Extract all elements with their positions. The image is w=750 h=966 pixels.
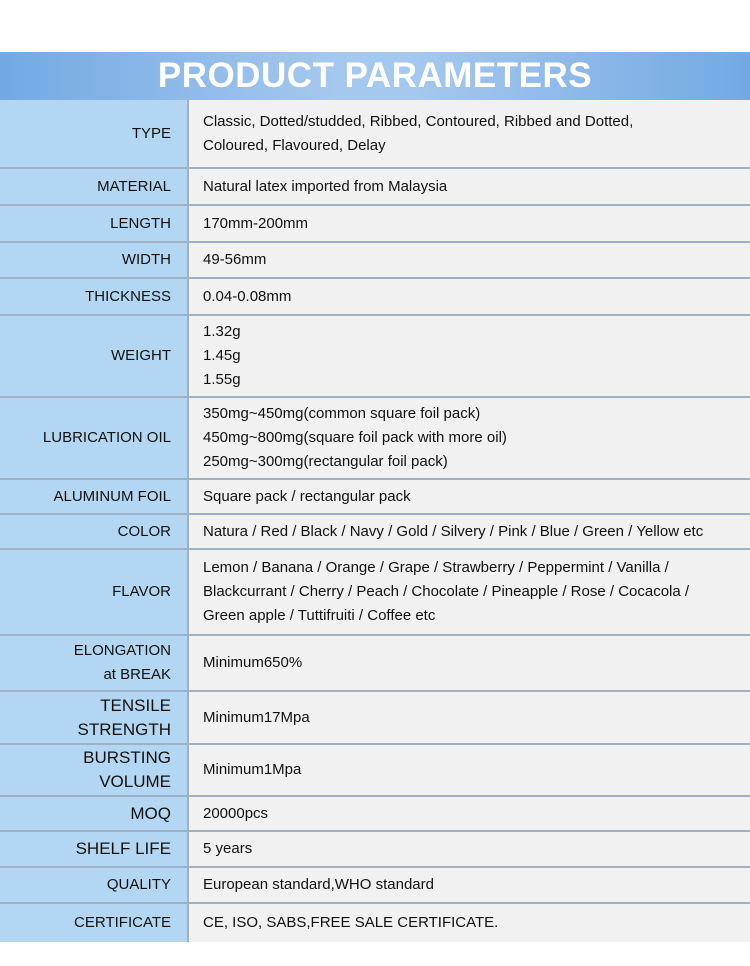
label-line: TENSILE <box>100 695 171 715</box>
table-row <box>0 100 750 169</box>
label-line: SHELF LIFE <box>75 839 171 858</box>
row-label <box>0 832 189 866</box>
table-row <box>0 832 750 868</box>
row-value <box>189 745 750 795</box>
label-line: STRENGTH <box>77 719 171 739</box>
row-label <box>0 550 189 634</box>
row-value <box>189 904 750 942</box>
table-row <box>0 550 750 636</box>
row-label <box>0 169 189 204</box>
row-value <box>189 636 750 690</box>
label-line: LENGTH <box>110 214 171 232</box>
row-value <box>189 692 750 743</box>
row-label <box>0 692 189 743</box>
label-line: CERTIFICATE <box>74 914 171 931</box>
value-line: Classic, Dotted/studded, Ribbed, Contoured, Ribbed and Dotted, <box>203 112 634 130</box>
row-value <box>189 797 750 830</box>
value-line: 250mg~300mg(rectangular foil pack) <box>203 453 448 470</box>
row-value <box>189 480 750 513</box>
table-row <box>0 480 750 515</box>
value-line: European standard,WHO standard <box>203 876 434 893</box>
row-label <box>0 515 189 548</box>
row-value <box>189 279 750 314</box>
value-line: 5 years <box>203 840 253 857</box>
table-row <box>0 904 750 942</box>
row-label <box>0 398 189 478</box>
label-line: MATERIAL <box>97 177 171 195</box>
row-label <box>0 206 189 241</box>
header-banner <box>0 52 750 100</box>
table-row <box>0 169 750 206</box>
value-line: Blackcurrant / Cherry / Peach / Chocolate / Pineapple / Rose / Cocacola / <box>203 583 690 600</box>
label-line: COLOR <box>117 522 171 540</box>
table-row <box>0 398 750 480</box>
row-value <box>189 243 750 277</box>
row-label <box>0 904 189 942</box>
label-line: LUBRICATION OIL <box>42 429 171 446</box>
row-value <box>189 515 750 548</box>
row-value <box>189 550 750 634</box>
table-row <box>0 279 750 316</box>
label-line: ELONGATION <box>73 642 171 659</box>
page-title: PRODUCT PARAMETERS <box>157 56 593 95</box>
value-line: 49-56mm <box>203 251 267 268</box>
row-value <box>189 206 750 241</box>
value-line: Square pack / rectangular pack <box>203 487 411 505</box>
label-line: ALUMINUM FOIL <box>53 487 171 505</box>
value-line: Green apple / Tuttifruiti / Coffee etc <box>203 607 436 624</box>
row-value <box>189 868 750 902</box>
value-line: 1.45g <box>203 347 241 364</box>
value-line: Minimum17Mpa <box>203 708 310 726</box>
label-line: TYPE <box>131 124 171 142</box>
label-line: WIDTH <box>121 251 171 268</box>
row-label <box>0 316 189 396</box>
value-line: Minimum650% <box>203 654 303 671</box>
label-line: FLAVOR <box>112 583 171 600</box>
value-line: 20000pcs <box>203 804 269 822</box>
label-line: MOQ <box>130 803 171 823</box>
table-row <box>0 243 750 279</box>
value-line: Lemon / Banana / Orange / Grape / Strawberry / Peppermint / Vanilla / <box>203 559 669 576</box>
row-label <box>0 797 189 830</box>
value-line: Natura / Red / Black / Navy / Gold / Silvery / Pink / Blue / Green / Yellow etc <box>203 522 704 540</box>
table-row <box>0 868 750 904</box>
row-value <box>189 169 750 204</box>
table-row <box>0 745 750 797</box>
value-line: 1.55g <box>203 371 241 388</box>
value-line: Natural latex imported from Malaysia <box>203 177 448 195</box>
label-line: BURSTING <box>83 748 171 767</box>
label-line: VOLUME <box>99 772 171 791</box>
table-row <box>0 692 750 745</box>
row-label <box>0 636 189 690</box>
value-line: 0.04-0.08mm <box>203 287 292 305</box>
label-line: THICKNESS <box>85 287 171 305</box>
table-row <box>0 316 750 398</box>
row-value <box>189 316 750 396</box>
row-label <box>0 243 189 277</box>
row-value <box>189 100 750 167</box>
label-line: WEIGHT <box>111 347 171 364</box>
row-label <box>0 100 189 167</box>
table-row <box>0 797 750 832</box>
label-line: QUALITY <box>106 876 171 893</box>
value-line: Minimum1Mpa <box>203 761 302 778</box>
label-line: at BREAK <box>103 666 171 683</box>
value-line: 350mg~450mg(common square foil pack) <box>203 405 481 422</box>
row-value <box>189 398 750 478</box>
row-label <box>0 279 189 314</box>
row-value <box>189 832 750 866</box>
row-label <box>0 480 189 513</box>
row-label <box>0 868 189 902</box>
row-label <box>0 745 189 795</box>
table-row <box>0 636 750 692</box>
table-row <box>0 206 750 243</box>
value-line: 450mg~800mg(square foil pack with more oil) <box>203 429 507 446</box>
value-line: Coloured, Flavoured, Delay <box>203 136 386 154</box>
value-line: 170mm-200mm <box>203 214 309 232</box>
value-line: CE, ISO, SABS,FREE SALE CERTIFICATE. <box>203 914 499 931</box>
value-line: 1.32g <box>203 323 241 340</box>
table-row <box>0 515 750 550</box>
